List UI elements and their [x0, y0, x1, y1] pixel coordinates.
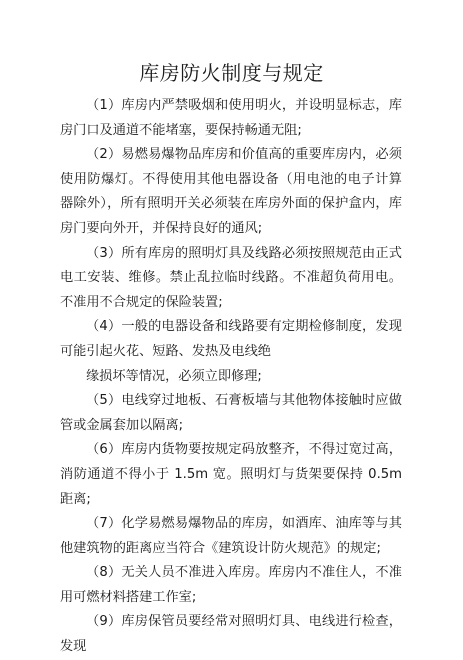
document-title: 库房防火制度与规定	[139, 61, 324, 85]
paragraph-4-continued: 缘损坏等情况，必须立即修理;	[86, 368, 262, 384]
paragraph-7: （7）化学易燃易爆物品的库房，如酒库、油库等与其他建筑物的距离应当符合《建筑设计防火规范》的规定;	[60, 516, 402, 556]
paragraph-2: （2）易燃易爆物品库房和价值高的重要库房内，必须使用防爆灯。不得使用其他电器设备（用电池的电子计算器除外），所有照明开关必须装在库房外面的保护盒内，库房门要向外开，并保持良好的通风;	[60, 147, 402, 236]
paragraph-3: （3）所有库房的照明灯具及线路必须按照规范由正式电工安装、维修。禁止乱拉临时线路。不准超负荷用电。不准用不合规定的保险装置;	[60, 245, 402, 310]
document-body	[60, 94, 402, 660]
paragraph-9: （9）库房保管员要经常对照明灯具、电线进行检查，发现	[60, 614, 402, 655]
paragraph-5: （5）电线穿过地板、石膏板墙与其他物体接触时应做管或金属套加以隔离;	[60, 393, 402, 433]
paragraph-4: （4）一般的电器设备和线路要有定期检修制度，发现可能引起火花、短路、发热及电线绝	[60, 319, 402, 359]
paragraph-8: （8）无关人员不准进入库房。库房内不准住人，不准用可燃材料搭建工作室;	[60, 565, 402, 605]
paragraph-1: （1）库房内严禁吸烟和使用明火，并设明显标志，库房门口及通道不能堵塞，要保持畅通无阻;	[60, 98, 402, 138]
paragraph-6: （6）库房内货物要按规定码放整齐，不得过宽过高，消防通道不得小于 1.5m 宽。照明灯与货架要保持 0.5m 距离;	[60, 442, 402, 507]
